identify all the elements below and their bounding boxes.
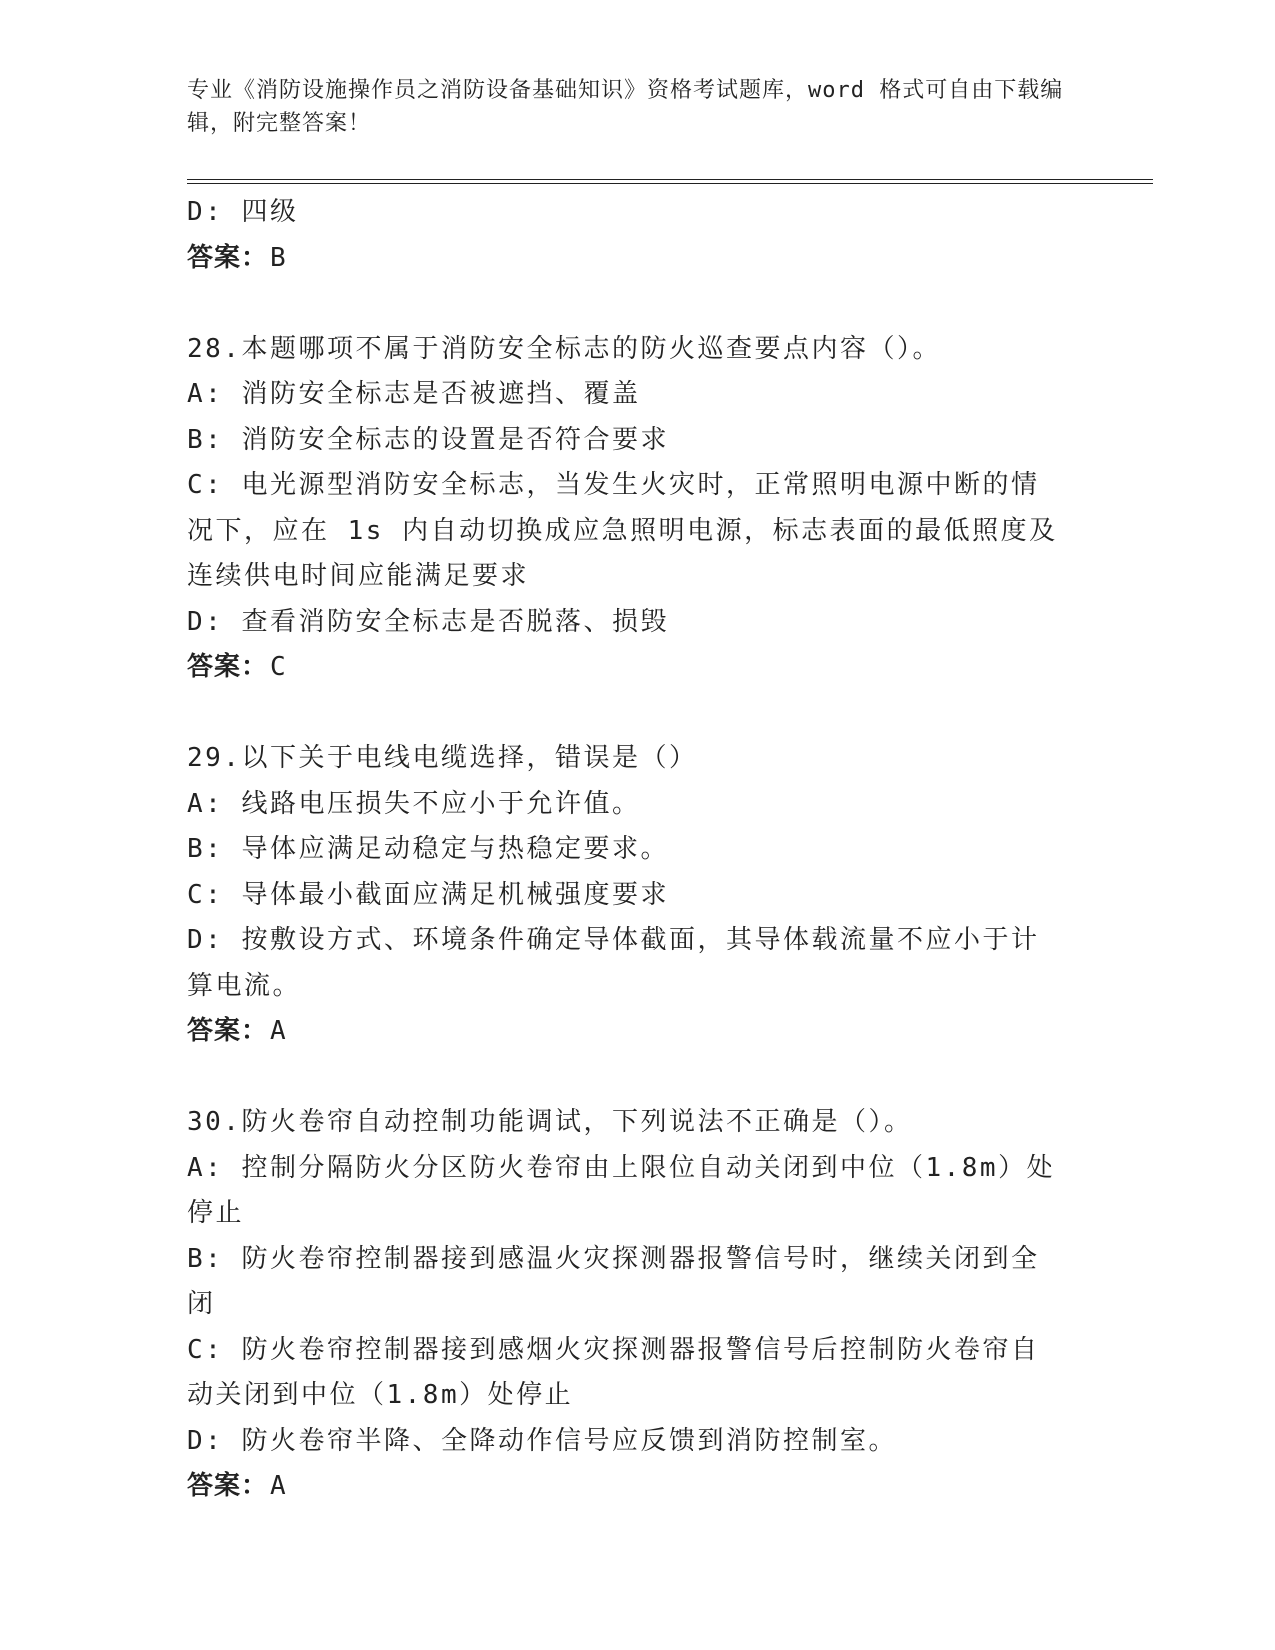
question-answer — [187, 1009, 1067, 1055]
question-30 — [187, 1100, 1067, 1510]
answer-value: A — [270, 1016, 287, 1046]
option-d: D: 防火卷帘半降、全降动作信号应反馈到消防控制室。 — [187, 1425, 897, 1456]
answer-label: 答案： — [187, 652, 269, 682]
answer-value: B — [270, 242, 287, 273]
option-b: B: 消防安全标志的设置是否符合要求 — [187, 424, 669, 455]
header-divider — [187, 179, 1153, 184]
question-answer — [187, 645, 1067, 691]
question-28 — [187, 327, 1067, 691]
option-a: A: 线路电压损失不应小于允许值。 — [187, 788, 641, 819]
option-d: D: 查看消防安全标志是否脱落、损毁 — [187, 606, 669, 637]
question-stem: 30.防火卷帘自动控制功能调试，下列说法不正确是（）。 — [187, 1107, 913, 1137]
option-b: B: 导体应满足动稳定与热稳定要求。 — [187, 834, 669, 864]
answer-value: A — [270, 1471, 287, 1501]
option-d: D: 按敷设方式、环境条件确定导体截面，其导体载流量不应小于计算电流。 — [187, 925, 1040, 1001]
question-29 — [187, 736, 1067, 1055]
option-c: C: 导体最小截面应满足机械强度要求 — [187, 879, 669, 910]
spacer — [187, 281, 1067, 327]
question-answer — [187, 1464, 1067, 1510]
option-c: C: 电光源型消防安全标志，当发生火灾时，正常照明电源中断的情况下，应在 1s 内自动切换成应急照明电源，标志表面的最低照度及连续供电时间应能满足要求 — [187, 470, 1058, 591]
document-body — [187, 190, 1067, 1510]
prev-question-answer — [187, 236, 1067, 282]
answer-value: C — [270, 652, 287, 682]
page-header: 专业《消防设施操作员之消防设备基础知识》资格考试题库，word 格式可自由下载编辑，附完整答案！ — [187, 78, 1064, 136]
question-stem: 28.本题哪项不属于消防安全标志的防火巡查要点内容（）。 — [187, 333, 941, 364]
answer-label: 答案： — [187, 1471, 269, 1501]
answer-label: 答案： — [187, 1016, 269, 1046]
prev-question-option-d: D: 四级 — [187, 197, 299, 227]
answer-label: 答案： — [187, 242, 269, 273]
spacer — [187, 691, 1067, 737]
spacer — [187, 1055, 1067, 1101]
option-b: B: 防火卷帘控制器接到感温火灾探测器报警信号时，继续关闭到全闭 — [187, 1243, 1040, 1319]
option-a: A: 控制分隔防火分区防火卷帘由上限位自动关闭到中位（1.8m）处停止 — [187, 1152, 1056, 1228]
option-a: A: 消防安全标志是否被遮挡、覆盖 — [187, 379, 641, 409]
option-c: C: 防火卷帘控制器接到感烟火灾探测器报警信号后控制防火卷帘自动关闭到中位（1.8m）处停止 — [187, 1334, 1040, 1410]
question-stem: 29.以下关于电线电缆选择，错误是（） — [187, 743, 698, 773]
